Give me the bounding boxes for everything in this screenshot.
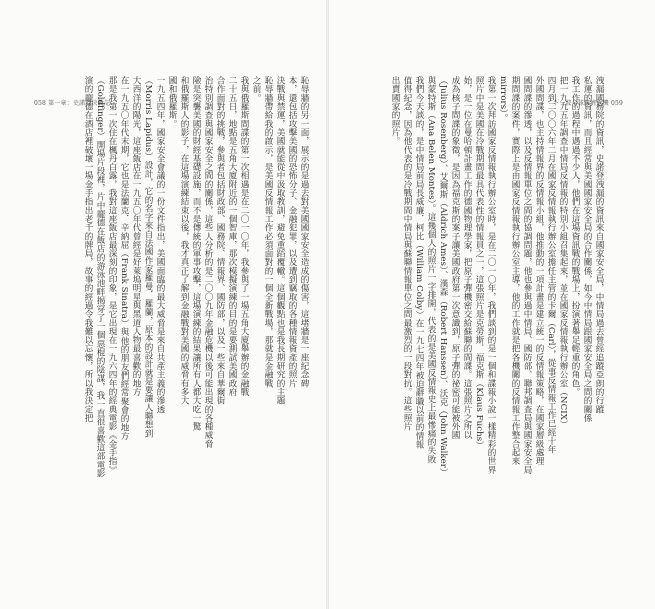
text-column: 恥辱牆帶給我的啟示，是美國反情報工作必須面對的一個全新戰場，那就是金融戰: [263, 76, 273, 388]
text-column: 恥辱牆的另一面，展示的是過去對美國國家安全造成的傷害，這堵牆是一座紀念碑: [299, 76, 309, 388]
text-column: 私運的資訊，而且經常與美國國家安全局的合作關係，如今中情局跟國家安全局之間的關係: [582, 76, 592, 422]
running-head-right: 下一波全球經濟危機 059: [553, 100, 623, 107]
text-column: 與蒙特斯（Ana Belen Montes）。這幾個人的照片一字排開，代表的是美國反情報史上最慘痛的失敗: [426, 76, 436, 464]
text-column: 國間諜的滲透，以及反情報單位之間的協調問題，他也參與過中情局、國防部、聯邦調查局與國家安全局: [522, 76, 532, 474]
text-column: 和俄羅斯人的影子，在這場演練結束以後，我才真正了解到金融戰對美國的威脅有多大: [179, 76, 189, 405]
text-column: 險是突襲美國的財經基礎設施，而不是傳統的軍事攻擊，這場演練的結果讓所有人都大吃一驚: [191, 76, 201, 431]
text-column: （Morris Lapidus）設計，它的名字來自法國作家羅曼．羅蘭，原本的設計就是要讓人聯想到: [143, 76, 153, 438]
text-column: 國和俄羅斯。: [167, 76, 177, 128]
text-column: 那是我第一次住在楓丹白露，我對這座飯店最深刻的印象，是它出現在一九六四年的經典電影《金手指》: [107, 76, 117, 474]
text-column: 我工作的過程中遇過不少人，他們在這場資訊戰的戰場上，扮演著舉足輕重的角色。: [570, 76, 580, 397]
text-column: 期間諜的案件，實際上是由國家反情報執行辦公室主導，他的工作就是把各機關的反情報工作整合起來: [510, 76, 520, 466]
text-column: 我們今天談的，是中情局前局長威廉．柯比（William Colby）在一九七四年被迫辭職以前的情報: [414, 76, 424, 449]
text-column: 之前。: [251, 76, 261, 102]
text-column: 洩漏國務院的資訊，史諾登洩漏的資訊來自國家安全局，中情局過去曾經追蹤亞朗的行蹤: [594, 76, 604, 414]
text-column: （Julius Rosenberg）、艾爾斯（Aldrich Ames）、漢森（Robert Hanssen）、沃克（John Walker）: [438, 76, 448, 477]
text-column: 四月到二〇〇六年二月在國家反情報執行辦公室擔任主管的卡爾（Carl），從事反情報工作已經十年: [546, 76, 556, 454]
text-column: 我與俄羅斯間諜的第一次相遇是在二〇一〇年，我參與了一場五角大廈舉辦的金融戰: [239, 76, 249, 397]
text-column: 值得紀念，因為他代表的是冷戰期間中情局與蘇聯情報單位之間最激烈的一段對抗。這些照片: [402, 76, 412, 431]
text-column: mirrors）。: [498, 76, 508, 123]
text-column: 合作面對的挑戰，參與者包括財政部、國務院、情報界、國防部，以及一些來自華爾街: [215, 76, 225, 405]
text-column: 把一九九五年調查中情局反情報的特別小組召集起來，並在國家反情報執行辦公室（NCIX）: [558, 76, 568, 429]
text-column: 演的龐德在酒店裡破壞一場金手指出老千的牌局，故事的經過令我難以忘懷，所以我決定把: [83, 76, 93, 422]
text-column: 外國間諜，也主持情報界的反情報小組，他推動的一項計畫是建立統一的反情報策略，在國家層級處理: [534, 76, 544, 466]
text-column: 治特別調查與國家安全之間的關係，這些人分析的是二〇〇九年金融危機以後可能出現的各種威脅: [203, 76, 213, 448]
running-head-left: 058 第一章：史諾登決戰記: [34, 100, 111, 107]
text-column: 出賣國家的照片。: [390, 76, 400, 146]
text-column: （Goldfinger）開場片段裡，片中龐德在飯店的游泳池畔揭穿了一個惡棍的陰謀，我一直很喜歡這部電影: [95, 76, 105, 478]
right-page-text: [345, 76, 605, 546]
text-column: 照片中是美國在冷戰期間最具代表性的情報員之一，這張照片是克勞斯．福克斯（Klaus Fuchs）: [474, 76, 484, 450]
text-column: 在一九五〇年代末期，它也是法蘭克．辛納屈（Frank Sinatra）與他的朋友們經常聚會的地方: [119, 76, 129, 441]
text-column: 始，是一位在曼哈頓計畫工作的德國物理學家，把原子彈機密交給蘇聯的間諜。這張照片之所以: [462, 76, 472, 440]
text-column: 二十五日，地點是五角大廈附近的一個智庫，那次模擬演練的目的是要測試美國政府: [227, 76, 237, 397]
text-column: 成為核子間諜的象徵，是因為福克斯的案子讓美國政府第一次意識到，原子彈的祕密可能被外國: [450, 76, 460, 440]
text-column: 一九五四年，國家安全會議的一份文件指出，美國面臨的最大威脅是來自共產主義的滲透: [155, 76, 165, 414]
text-column: 我第一次拜訪國家反情報執行辦公室時，是在二〇一〇年，我們談到的是一個和諜報小說一樣精彩的世界: [486, 76, 496, 474]
text-column: 本，還包括攻擊美國的恐怖分子、金融犯罪，以及遭到竊取的各種情報資產的照片: [287, 76, 297, 388]
text-column: 大西洋的陽光，這座飯店在一九五〇年代曾經是好萊塢明星與黑道人物最喜歡的地方: [131, 76, 141, 397]
left-page-text: [45, 76, 310, 546]
text-column: 決戰與禁運，美國就能從中汲取教訓，避免重蹈覆轍。這個觀點也是我長期研究的主題: [275, 76, 285, 405]
